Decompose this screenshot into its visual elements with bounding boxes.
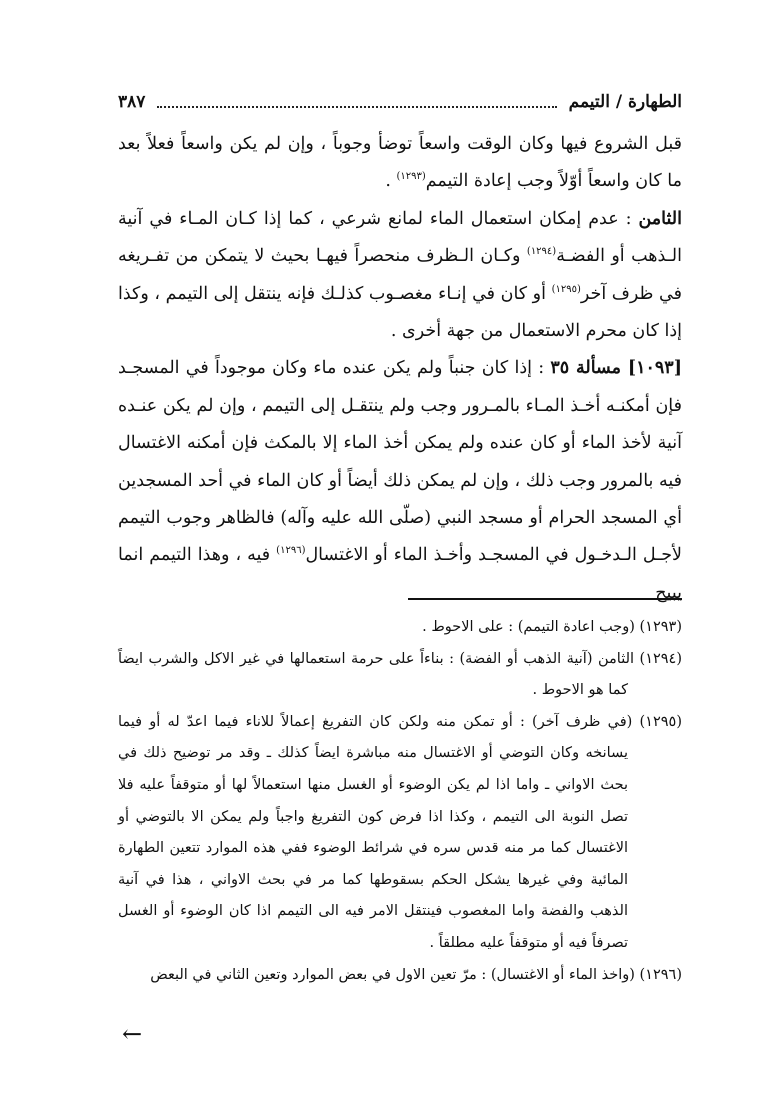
section-label: الثامن (638, 208, 682, 229)
footnote-ref-1294[interactable]: (١٢٩٤) (526, 246, 557, 258)
paragraph-1: قبل الشروع فيها وكان الوقت واسعاً توضأ وجوباً ، وإن لم يكن واسعاً فعلاً بعد ما كان واسعاً أوّلاً وجب إعادة التيمم$^{(١٢٩٣)}$ . (118, 134, 682, 192)
continuation-arrow-icon: ← (122, 1020, 143, 1048)
page-header (118, 88, 682, 116)
header-dot-leader (157, 96, 556, 108)
main-text (118, 126, 682, 612)
running-title: الطهارة / التيمم (568, 92, 682, 112)
footnote-1296: (١٢٩٦) (واخذ الماء أو الاغتسال) : مرّ تعين الاول في بعض الموارد وتعين الثاني في البعض (150, 966, 682, 983)
footnotes (118, 612, 682, 991)
issue-label: [١٠٩٣] مسألة ٣٥ (550, 358, 682, 379)
footnote-ref-1295[interactable]: (١٢٩٥) (551, 283, 581, 295)
footnote-ref-1293[interactable]: (١٢٩٣) (396, 171, 426, 183)
paragraph-3: [١٠٩٣] مسألة ٣٥ : إذا كان جنباً ولم يكن عنده ماء وكان موجوداً في المسجـد فإن أمكنـه أخـذ المـاء بالمـرور وجب ولم ينتقـل إلى التيمم ، وإن لم يكن عنـده آنية لأخذ الماء أو كان عنده ولم يمكن أخذ الماء إلا بالمكث فإن أمكنه الاغتسال فيه بالمرور وجب ذلك ، وإن لم يمكن ذلك أيضاً أو كان الماء في أحد المسجدين أي المسجد الحرام أو مسجد النبي (صلّى الله عليه وآله) فالظاهر وجوب التيمم لأجـل الـدخـول في المسجـد وأخـذ الماء أو الاغتسال$^{(١٢٩٦)}$ فيه ، وهذا التيمم انما يبيح (118, 358, 682, 603)
paragraph-2: الثامن : عدم إمكان استعمال الماء لمانع شرعي ، كما إذا كـان المـاء في آنية الـذهب أو الفضـة$^{(١٢٩٤)}$ وكـان الـظرف منحصراً فيهـا بحيث لا يتمكن من تفـريغه في ظرف آخر$^{(١٢٩٥)}$ أو كان في إنـاء مغصـوب كذلـك فإنه ينتقل إلى التيمم ، وكذا إذا كان محرم الاستعمال من جهة أخرى . (117, 208, 682, 342)
page-number: ٣٨٧ (118, 92, 146, 112)
footnote-1294: (١٢٩٤) الثامن (آنية الذهب أو الفضة) : بناءاً على حرمة استعمالها في غير الاكل والشرب ايضاً كما هو الاحوط . (118, 650, 683, 699)
footnote-ref-1296[interactable]: (١٢٩٦) (276, 545, 306, 557)
footnote-separator (408, 598, 682, 600)
footnote-1293: (١٢٩٣) (وجب اعادة التيمم) : على الاحوط . (422, 619, 682, 635)
footnote-1295: (١٢٩٥) (في ظرف آخر) : أو تمكن منه ولكن كان التفريغ إعمالاً للاناء فيما اعدّ له أو فيما يسانخه وكان التوضي أو الاغتسال منه مباشرة ايضاً كذلك ـ وقد مر توضيح ذلك في بحث الاواني ـ واما اذا لم يكن الوضوء أو الغسل منها استعمالاً لها أو متوقفاً عليه فلا تصل النوبة الى التيمم ، وكذا اذا فرض كون التفريغ واجباً ولم يمكن الا بالتوضي أو الاغتسال كما مر منه قدس سره في شرائط الوضوء ففي هذه الموارد تتعين الطهارة المائية وفي غيرها يشكل الحكم بسقوطها كما مر في بحث الاواني ، هذا في آنية الذهب والفضة واما المغصوب فينتقل الامر فيه الى التيمم اذا كان الوضوء أو الغسل تصرفاً فيه أو متوقفاً عليه مطلقاً . (118, 713, 682, 951)
